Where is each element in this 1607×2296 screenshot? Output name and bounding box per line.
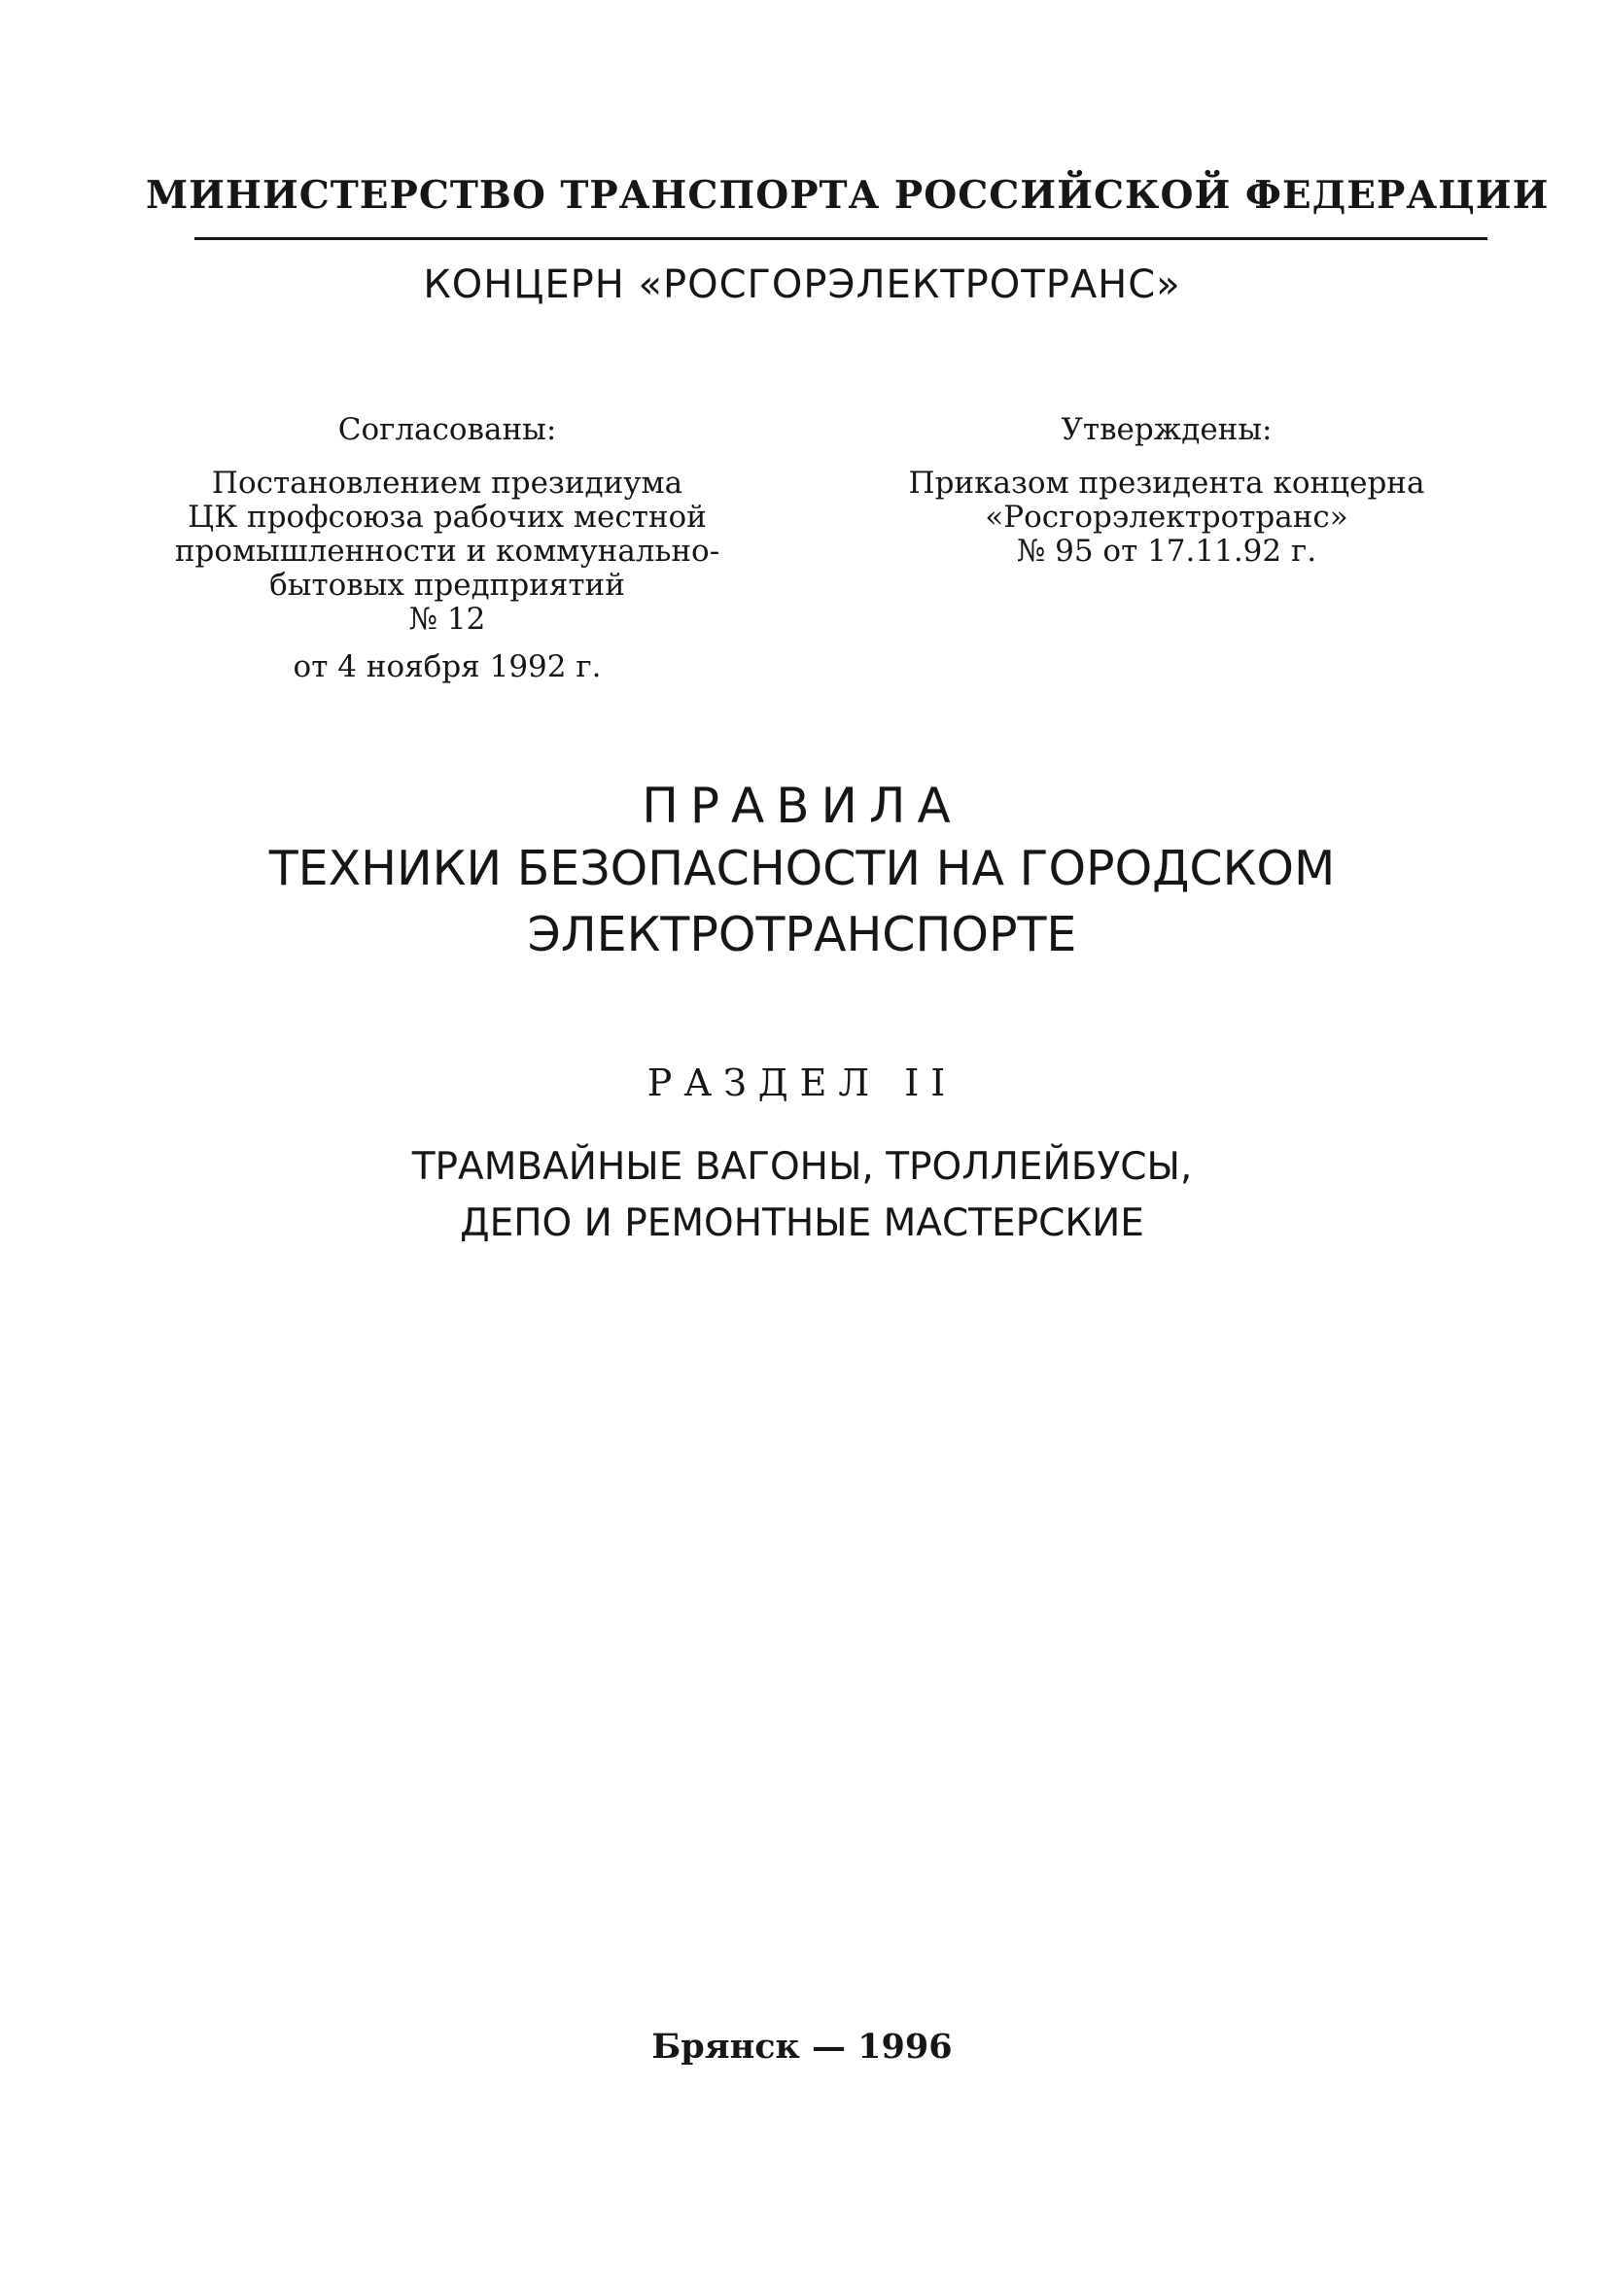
agreed-heading: Согласованы: — [337, 412, 557, 447]
header-divider — [194, 237, 1487, 240]
document-subtitle — [146, 836, 1458, 968]
agreed-line: № 12 — [408, 602, 486, 637]
approved-line: № 95 от 17.11.92 г. — [1016, 534, 1317, 569]
approved-block — [856, 413, 1478, 569]
section-title-line: ДЕПО И РЕМОНТНЫЕ МАСТЕРСКИЕ — [460, 1201, 1144, 1245]
section-title-line: ТРАМВАЙНЫЕ ВАГОНЫ, ТРОЛЛЕЙБУСЫ, — [411, 1145, 1193, 1189]
document-title: ПРАВИЛА — [642, 778, 962, 834]
approved-heading: Утверждены: — [1061, 412, 1273, 447]
agreed-block — [136, 413, 758, 684]
agreed-line: бытовых предприятий — [269, 568, 625, 603]
concern-header: КОНЦЕРН «РОСГОРЭЛЕКТРОТРАНС» — [423, 262, 1181, 307]
agreed-line: ЦК профсоюза рабочих местной — [188, 500, 707, 535]
subtitle-line: ЭЛЕКТРОТРАНСПОРТЕ — [527, 907, 1077, 962]
ministry-header: МИНИСТЕРСТВО ТРАНСПОРТА РОССИЙСКОЙ ФЕДЕРАЦИИ — [146, 173, 1550, 218]
section-label: РАЗДЕЛ II — [646, 1061, 958, 1104]
agreed-line: промышленности и коммунально- — [174, 534, 720, 569]
section-title — [146, 1139, 1458, 1252]
agreed-date: от 4 ноября 1992 г. — [293, 649, 602, 684]
approved-line: «Росгорэлектротранс» — [985, 500, 1348, 535]
subtitle-line: ТЕХНИКИ БЕЗОПАСНОСТИ НА ГОРОДСКОМ — [268, 841, 1336, 896]
approved-line: Приказом президента концерна — [908, 466, 1425, 501]
place-year: Брянск — 1996 — [651, 2027, 953, 2067]
agreed-line: Постановлением президиума — [211, 466, 683, 501]
